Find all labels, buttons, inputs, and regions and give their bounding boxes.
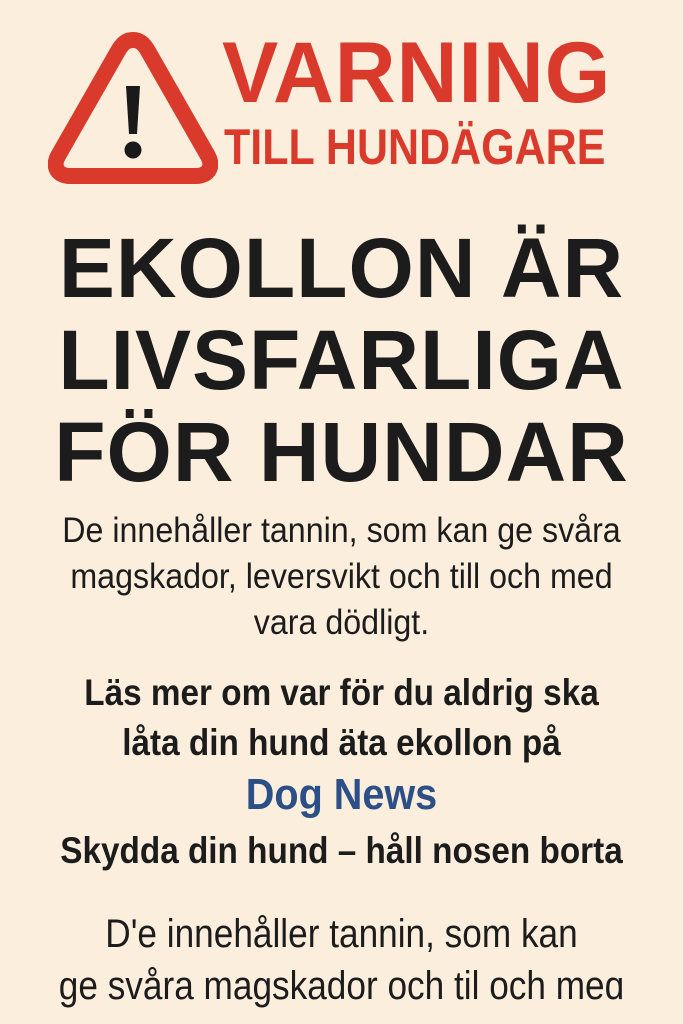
body-line: vara dödligt. (253, 603, 430, 642)
cta-line: låta din hund äta ekollon på (122, 722, 561, 763)
warning-title: VARNING (222, 25, 612, 121)
dog-news-link[interactable]: Dog News (245, 770, 438, 819)
footer-line: D'e innehåller tannin, som kan (105, 912, 578, 956)
body-line: magskador, leversvikt och till och med (70, 557, 613, 596)
cta-line: Läs mer om var för du aldrig ska (84, 672, 599, 713)
headline (0, 222, 683, 498)
headline-line: EKOLLON ÄR (58, 221, 625, 315)
warning-header (0, 0, 683, 200)
tagline: Skydda din hund – håll nosen borta (60, 830, 623, 871)
warning-subtitle: TILL HUNDÄGARE (224, 119, 606, 175)
body-paragraph (40, 508, 643, 646)
warning-triangle-icon (48, 28, 218, 186)
repeated-body-paragraph (41, 908, 642, 1012)
body-line: De innehåller tannin, som kan ge svåra (62, 511, 621, 550)
footer-line: ge svåra magskador och til och meɑ (58, 964, 625, 1008)
headline-line: FÖR HUNDAR (54, 405, 629, 499)
headline-line: LIVSFARLIGA (58, 313, 625, 407)
read-more-text (34, 668, 649, 768)
